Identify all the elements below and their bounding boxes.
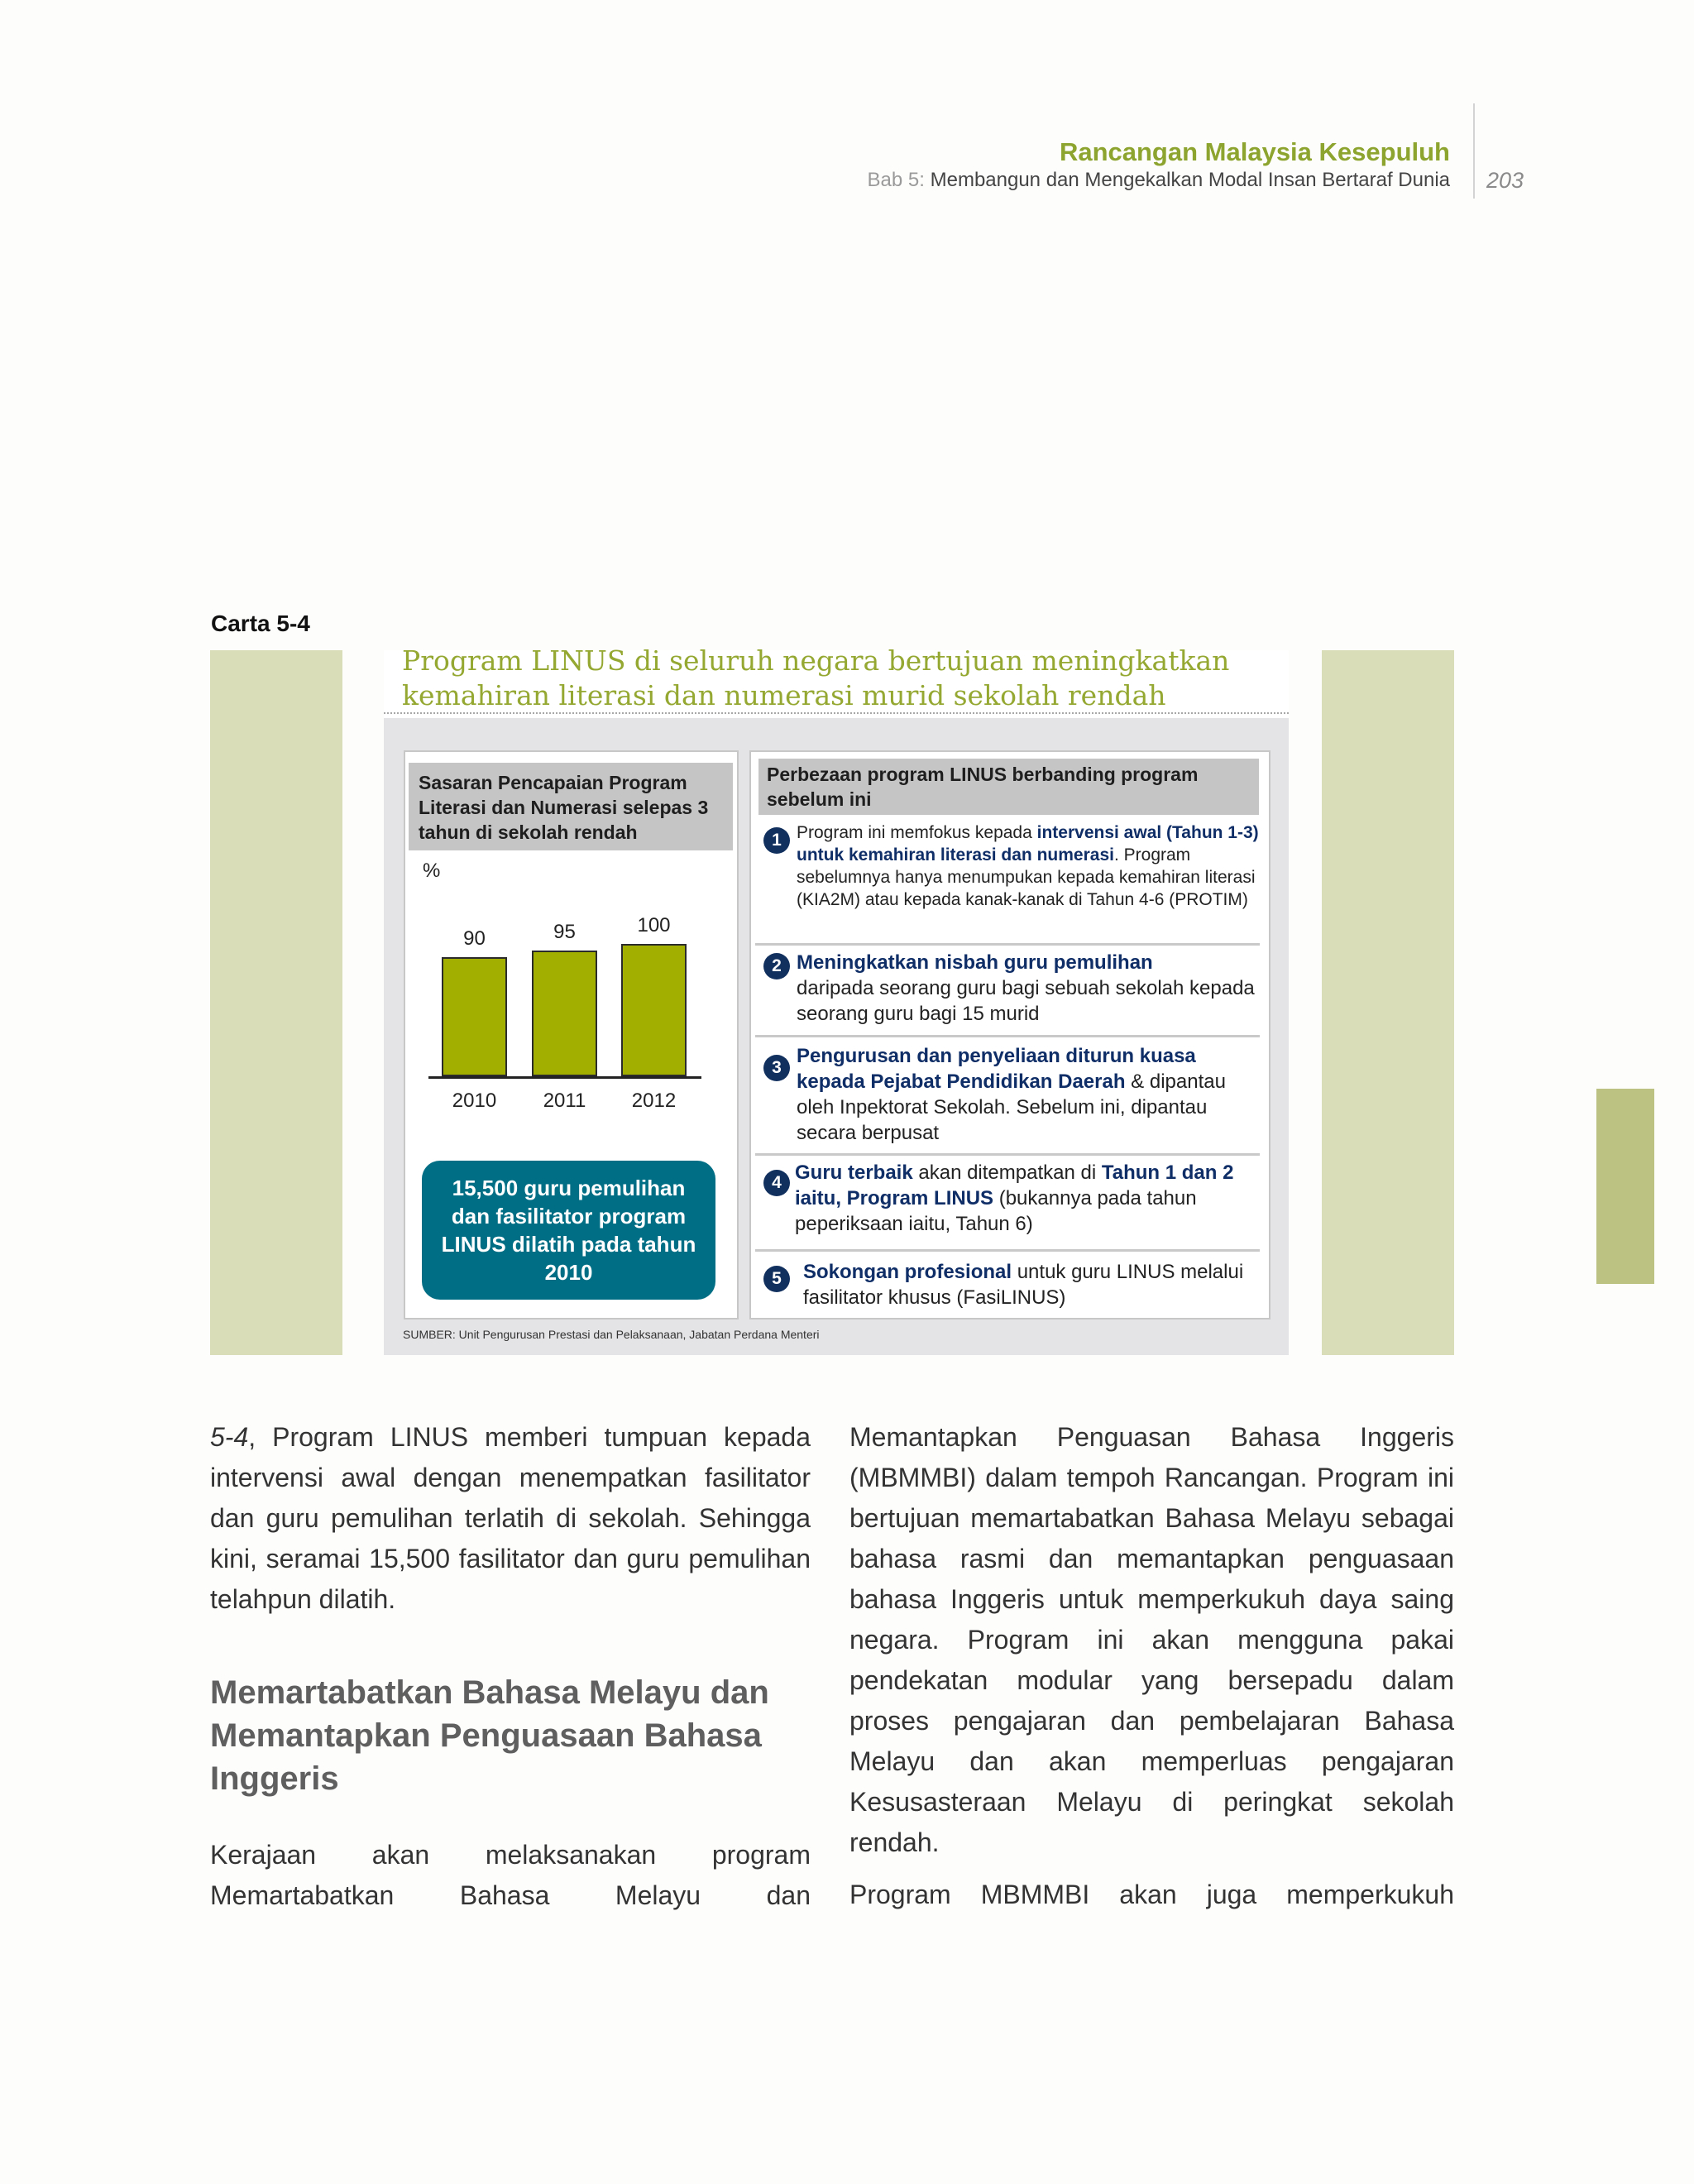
item-divider <box>755 943 1260 946</box>
figure-band-left <box>210 650 342 1355</box>
item-emphasis: Pengurusan dan penyeliaan diturun kuasa kepada Pejabat Pendidikan Daerah <box>797 1045 1196 1093</box>
page-number: 203 <box>1486 168 1524 193</box>
figure-source: SUMBER: Unit Pengurusan Prestasi dan Pelaksanaan, Jabatan Perdana Menteri <box>403 1328 820 1341</box>
figure-label: Carta 5-4 <box>211 611 310 636</box>
figure-title <box>402 644 1262 713</box>
x-tick-label: 2011 <box>543 1090 586 1112</box>
header-divider <box>1473 103 1475 199</box>
running-header-chapter <box>868 169 1450 192</box>
bar-value-label: 100 <box>637 914 671 936</box>
figure-reference: 5-4 <box>210 1422 249 1452</box>
body-paragraph: Kerajaan akan melaksanakan program Memartabatkan Bahasa Melayu dan <box>210 1840 811 1910</box>
difference-item-5 <box>758 1259 1259 1310</box>
y-axis-unit: % <box>423 860 441 882</box>
item-emphasis: intervensi awal (Tahun 1-3) untuk kemahiran literasi dan numerasi <box>797 823 1259 864</box>
differences-panel-heading: Perbezaan program LINUS berbanding program sebelum ini <box>758 759 1259 815</box>
item-number-badge: 3 <box>763 1055 790 1081</box>
item-emphasis: Guru terbaik <box>795 1161 913 1184</box>
chapter-side-tab <box>1596 1089 1654 1284</box>
item-number-badge: 1 <box>763 827 790 854</box>
body-column-right <box>849 1417 1454 1863</box>
item-text: (bukannya pada tahun peperiksaan iaitu, Tahun 6) <box>795 1187 1197 1235</box>
difference-item-2 <box>758 950 1259 1027</box>
body-paragraph: Program MBMMBI akan juga memperkukuh <box>849 1880 1454 1909</box>
bar-value-label: 95 <box>553 921 576 943</box>
item-emphasis: Sokongan profesional <box>803 1261 1012 1283</box>
body-column-right-bottom <box>849 1875 1454 1915</box>
bar-value-label: 90 <box>463 927 486 950</box>
body-paragraph: , Program LINUS memberi tumpuan kepada intervensi awal dengan menempatkan fasilitator dan guru pemulihan terlatih di sekolah. Sehingga kini, seramai 15,500 fasilitator dan guru pemulihan telahpun dilatih. <box>210 1422 811 1614</box>
trained-teachers-callout: 15,500 guru pemulihan dan fasilitator program LINUS dilatih pada tahun 2010 <box>422 1161 715 1300</box>
figure-band-right <box>1322 650 1454 1355</box>
figure-title-line-2: kemahiran literasi dan numerasi murid sekolah rendah <box>402 679 1166 711</box>
section-heading: Memartabatkan Bahasa Melayu dan Memantapkan Penguasaan Bahasa Inggeris <box>210 1674 769 1797</box>
difference-item-3 <box>758 1043 1259 1146</box>
item-emphasis: Meningkatkan nisbah guru pemulihan <box>797 951 1153 974</box>
item-number-badge: 2 <box>763 953 790 979</box>
item-divider <box>755 1153 1260 1156</box>
item-emphasis: Tahun 1 dan 2 iaitu, Program LINUS <box>795 1161 1234 1209</box>
target-panel-heading: Sasaran Pencapaian Program Literasi dan Numerasi selepas 3 tahun di sekolah rendah <box>409 763 733 850</box>
running-header-title: Rancangan Malaysia Kesepuluh <box>1059 137 1450 166</box>
chapter-label: Bab 5: <box>867 169 925 191</box>
x-tick-label: 2012 <box>631 1090 677 1112</box>
item-text: daripada seorang guru bagi sebuah sekolah kepada seorang guru bagi 15 murid <box>797 977 1255 1025</box>
bar-2011 <box>532 951 597 1076</box>
item-text: akan ditempatkan di <box>912 1161 1102 1184</box>
chapter-title: Membangun dan Mengekalkan Modal Insan Bertaraf Dunia <box>930 169 1450 191</box>
item-divider <box>755 1249 1260 1252</box>
item-number-badge: 4 <box>763 1170 790 1196</box>
item-text: & dipantau oleh Inpektorat Sekolah. Sebelum ini, dipantau secara berpusat <box>797 1070 1226 1144</box>
body-column-left-bottom <box>210 1835 811 1916</box>
difference-item-4 <box>758 1160 1259 1237</box>
item-text: Program ini memfokus kepada <box>797 823 1037 842</box>
body-column-left-top <box>210 1417 811 1620</box>
x-tick-label: 2010 <box>452 1090 497 1112</box>
bar-2010 <box>442 957 507 1076</box>
difference-item-1 <box>758 821 1259 911</box>
item-text: . Program sebelumnya hanya menumpukan kepada kemahiran literasi (KIA2M) atau kepada kanak-kanak di Tahun 4-6 (PROTIM) <box>797 845 1256 909</box>
item-number-badge: 5 <box>763 1266 790 1292</box>
item-text: untuk guru LINUS melalui fasilitator khusus (FasiLINUS) <box>803 1261 1244 1309</box>
bar-2012 <box>621 944 687 1076</box>
body-paragraph: Memantapkan Penguasan Bahasa Inggeris (MBMMBI) dalam tempoh Rancangan. Program ini bertujuan memartabatkan Bahasa Melayu sebagai bahasa rasmi dan memantapkan penguasaan bahasa Inggeris untuk memperkukuh daya saing negara. Program ini akan mengguna pakai pendekatan modular yang bersepadu dalam proses pengajaran dan pembelajaran Bahasa Melayu dan akan memperluas pengajaran Kesusasteraan Melayu di peringkat sekolah rendah. <box>849 1422 1454 1857</box>
x-axis-line <box>428 1076 701 1079</box>
figure-title-line-1: Program LINUS di seluruh negara bertujuan meningkatkan <box>402 644 1230 677</box>
item-divider <box>755 1035 1260 1037</box>
figure-title-rule <box>384 712 1289 714</box>
